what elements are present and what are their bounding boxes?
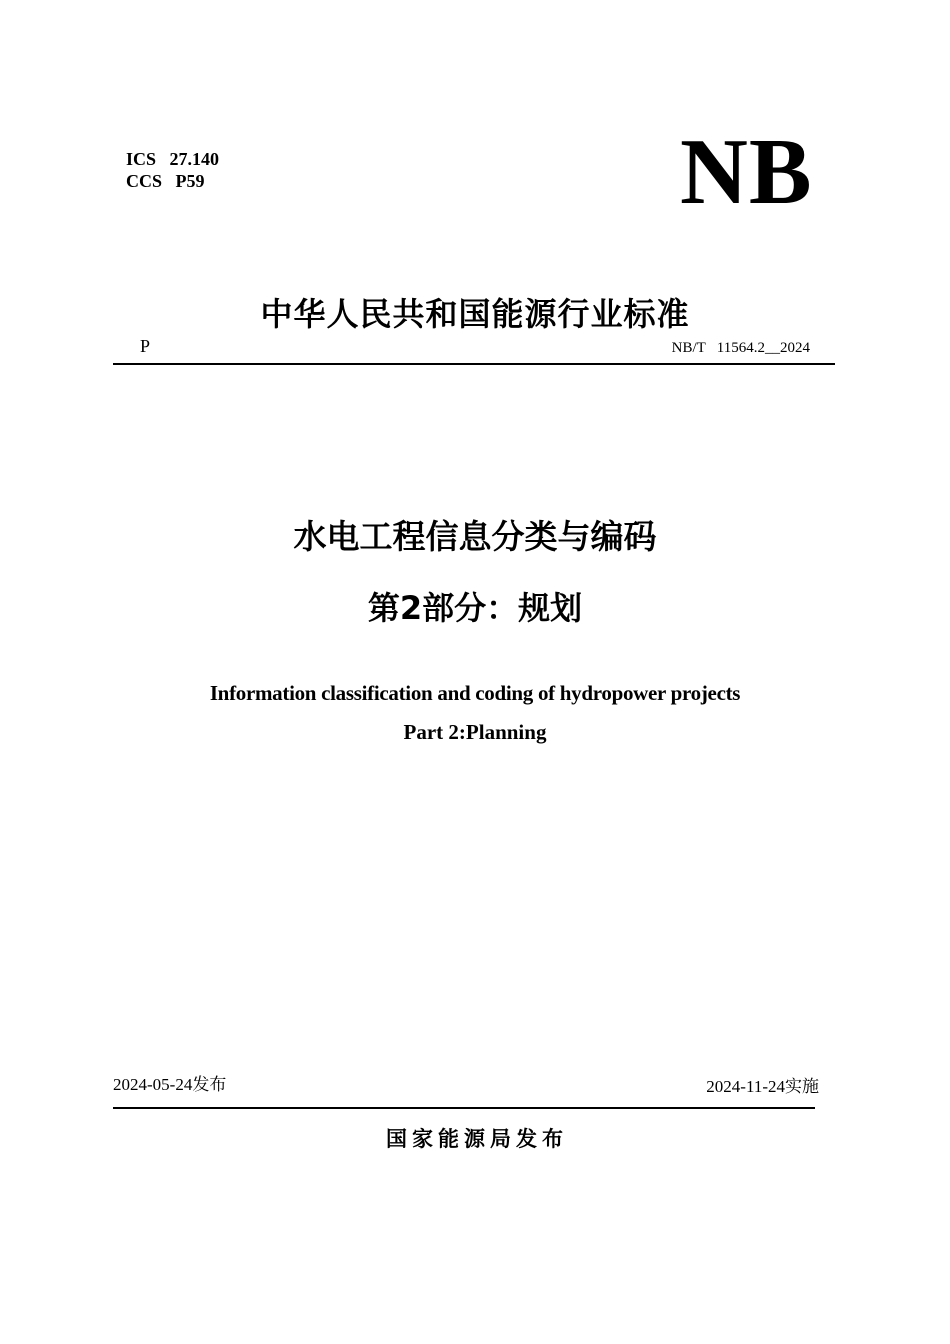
ccs-code: CCS P59 xyxy=(126,171,205,191)
issue-date: 2024-05-24发布 xyxy=(113,1075,227,1094)
publisher: 国家能源局发布 xyxy=(386,1127,568,1151)
standard-classification: 中华人民共和国能源行业标准 xyxy=(260,295,690,333)
standard-number: NB/T 11564.2__2024 xyxy=(671,340,810,356)
implementation-date: 2024-11-24实施 xyxy=(706,1077,819,1096)
nb-logo: NB xyxy=(680,120,813,224)
top-divider xyxy=(113,363,835,365)
title-chinese-part: 第2部分：规划 xyxy=(367,589,583,627)
ics-code: ICS 27.140 xyxy=(126,149,220,169)
category-code: P xyxy=(140,336,151,356)
bottom-divider xyxy=(113,1107,815,1109)
title-english-part: Part 2:Planning xyxy=(403,720,547,744)
title-chinese-main: 水电工程信息分类与编码 xyxy=(293,517,657,556)
title-english-main: Information classification and coding of hydropower projects xyxy=(209,681,741,705)
